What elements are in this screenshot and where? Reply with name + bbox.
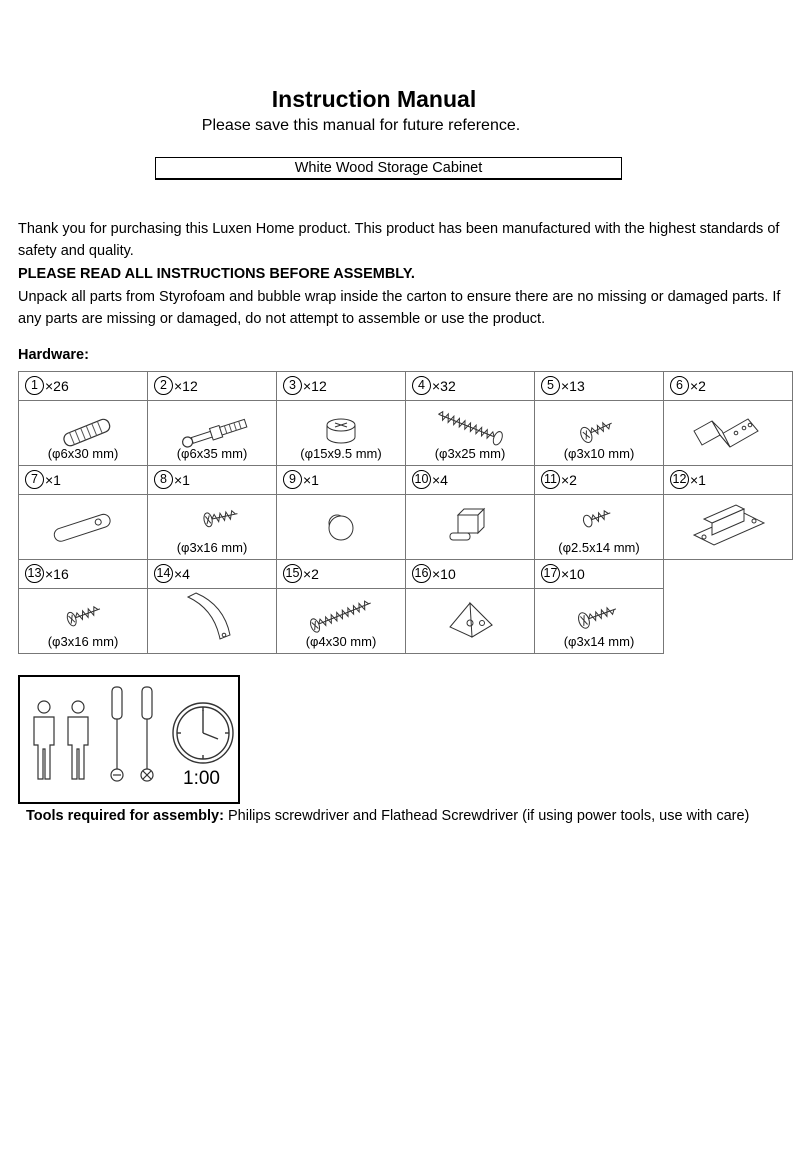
tools-description: Philips screwdriver and Flathead Screwdriver (if using power tools, use with care) [223, 808, 750, 824]
hardware-item-7-image [19, 495, 148, 560]
hardware-item-12-qty [664, 466, 793, 495]
hardware-item-8-qty [148, 466, 277, 495]
item-quantity: ×32 [432, 377, 456, 394]
hardware-item-12-image [664, 495, 793, 560]
hardware-item-1-qty [19, 372, 148, 401]
hardware-item-11-image [535, 495, 664, 560]
knob-icon [277, 495, 405, 559]
hardware-item-16-qty [406, 560, 535, 589]
hardware-item-13-qty [19, 560, 148, 589]
hardware-item-11-qty [535, 466, 664, 495]
item-number: 3 [283, 376, 302, 395]
item-number: 1 [25, 376, 44, 395]
item-size: (φ15x9.5 mm) [300, 446, 382, 461]
hardware-item-14-qty [148, 560, 277, 589]
page-title: Instruction Manual [271, 86, 477, 112]
item-quantity: ×12 [303, 377, 327, 394]
page-subtitle: Please save this manual for future reference. [201, 117, 521, 134]
intro-paragraph: Thank you for purchasing this Luxen Home product. This product has been manufactured with the highest standards of safety and quality. [18, 221, 780, 259]
warning-text: PLEASE READ ALL INSTRUCTIONS BEFORE ASSEMBLY. [18, 266, 415, 282]
hardware-item-4-image [406, 401, 535, 466]
item-quantity: ×26 [45, 377, 69, 394]
item-quantity: ×1 [303, 471, 319, 488]
item-quantity: ×4 [174, 565, 190, 582]
item-number: 5 [541, 376, 560, 395]
assembly-time: 1:00 [183, 768, 220, 789]
hardware-item-3-image [277, 401, 406, 466]
hardware-item-17-qty [535, 560, 664, 589]
item-quantity: ×10 [561, 565, 585, 582]
item-size: (φ6x30 mm) [47, 446, 119, 461]
hardware-item-2-image [148, 401, 277, 466]
hardware-item-8-image [148, 495, 277, 560]
empty-cell [664, 560, 793, 589]
item-number: 2 [154, 376, 173, 395]
item-number: 7 [25, 470, 44, 489]
item-quantity: ×2 [303, 565, 319, 582]
corner-block-icon [406, 589, 534, 653]
hardware-item-9-image [277, 495, 406, 560]
item-number: 9 [283, 470, 302, 489]
hardware-item-15-image [277, 589, 406, 654]
hardware-item-5-qty [535, 372, 664, 401]
item-size: (φ6x35 mm) [176, 446, 248, 461]
curved-strap-icon [148, 589, 276, 653]
item-quantity: ×1 [174, 471, 190, 488]
tools-required-text [26, 808, 749, 824]
item-quantity: ×2 [690, 377, 706, 394]
unpack-paragraph: Unpack all parts from Styrofoam and bubble wrap inside the carton to ensure there are no missing or damaged parts. If any parts are missing or damaged, do not attempt to assemble or use the product. [18, 289, 781, 327]
magnetic-catch-icon [664, 495, 792, 559]
hardware-item-6-image [664, 401, 793, 466]
hardware-table [18, 371, 793, 654]
hardware-item-15-qty [277, 560, 406, 589]
hardware-item-16-image [406, 589, 535, 654]
hinge-icon [664, 401, 792, 465]
hardware-item-17-image [535, 589, 664, 654]
item-quantity: ×4 [432, 471, 448, 488]
item-number: 16 [412, 564, 431, 583]
hardware-item-1-image [19, 401, 148, 466]
item-quantity: ×16 [45, 565, 69, 582]
hardware-item-3-qty [277, 372, 406, 401]
item-number: 13 [25, 564, 44, 583]
hardware-label: Hardware: [18, 347, 89, 363]
item-size: (φ3x16 mm) [176, 540, 248, 555]
tools-panel [18, 675, 240, 804]
item-quantity: ×1 [45, 471, 61, 488]
item-size: (φ2.5x14 mm) [558, 540, 640, 555]
empty-cell [664, 589, 793, 654]
hardware-item-9-qty [277, 466, 406, 495]
item-size: (φ3x16 mm) [47, 634, 119, 649]
hardware-item-6-qty [664, 372, 793, 401]
hardware-item-7-qty [19, 466, 148, 495]
item-quantity: ×2 [561, 471, 577, 488]
item-quantity: ×13 [561, 377, 585, 394]
item-number: 11 [541, 470, 560, 489]
hardware-item-13-image [19, 589, 148, 654]
item-number: 17 [541, 564, 560, 583]
item-number: 15 [283, 564, 302, 583]
item-quantity: ×1 [690, 471, 706, 488]
tools-label: Tools required for assembly: [26, 808, 224, 824]
hardware-item-4-qty [406, 372, 535, 401]
item-size: (φ3x25 mm) [434, 446, 506, 461]
hardware-item-2-qty [148, 372, 277, 401]
item-size: (φ3x10 mm) [563, 446, 635, 461]
hardware-item-14-image [148, 589, 277, 654]
item-size: (φ4x30 mm) [305, 634, 377, 649]
hardware-item-5-image [535, 401, 664, 466]
hardware-item-10-qty [406, 466, 535, 495]
item-number: 10 [412, 470, 431, 489]
item-size: (φ3x14 mm) [563, 634, 635, 649]
item-number: 8 [154, 470, 173, 489]
item-quantity: ×12 [174, 377, 198, 394]
bracket-plate-icon [19, 495, 147, 559]
item-number: 6 [670, 376, 689, 395]
product-name-box: White Wood Storage Cabinet [155, 157, 622, 180]
item-quantity: ×10 [432, 565, 456, 582]
shelf-support-icon [406, 495, 534, 559]
item-number: 12 [670, 470, 689, 489]
hardware-item-10-image [406, 495, 535, 560]
item-number: 4 [412, 376, 431, 395]
item-number: 14 [154, 564, 173, 583]
